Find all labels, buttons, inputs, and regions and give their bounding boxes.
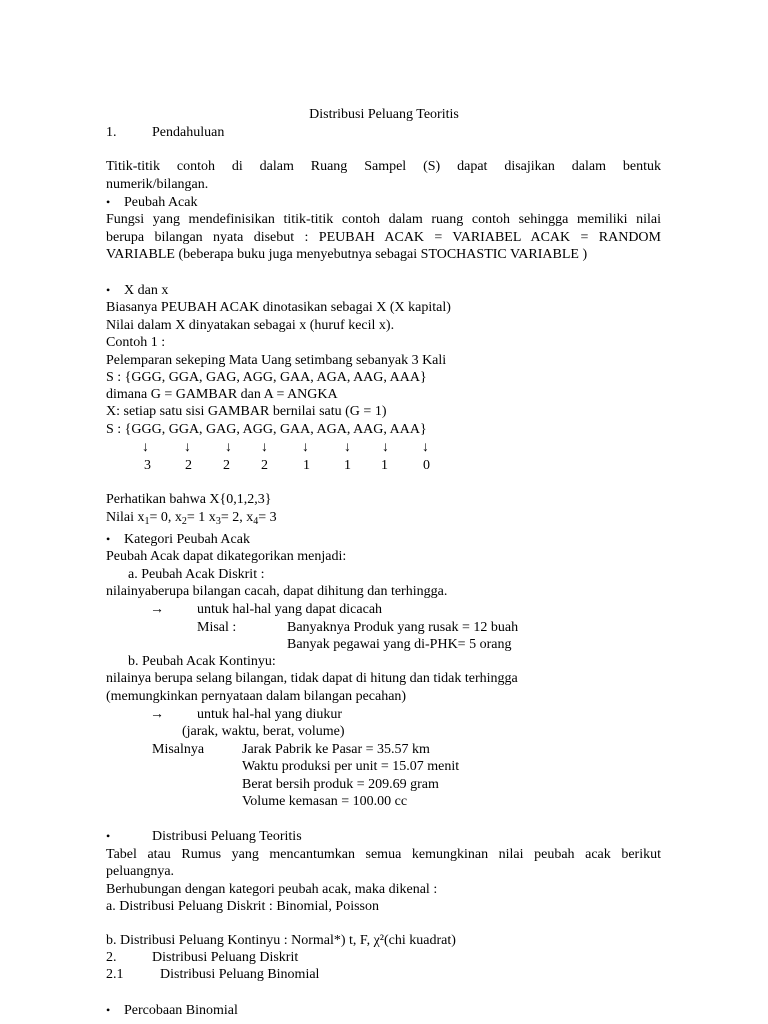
x-value: 3 — [144, 458, 151, 473]
section-2-1-heading: 2.1 Distribusi Peluang Binomial — [106, 967, 320, 982]
paragraph-line: Berhubungan dengan kategori peubah acak, maka dikenal : — [106, 882, 438, 897]
document-page: Distribusi Peluang Teoritis 1. Pendahuluan Titik-titik contoh di dalam Ruang Sampel (S) dapat disajikan dalam bentuk numerik/bilangan. • Peubah Acak Fungsi yang mendefinisikan titik-titik contoh dalam ruang contoh sehingga memiliki nilai berupa bilangan nyata disebut : PEUBAH ACAK = VARIABEL ACAK = RANDOM VARIABLE (beberapa buku juga menyebutnya sebagai STOCHASTIC VARIABLE ) • X dan x Biasanya PEUBAH ACAK dinotasikan sebagai X (X kapital) Nilai dalam X dinyatakan sebagai x (huruf kecil x). Contoh 1 : Pelemparan sekeping Mata Uang setimbang sebanyak 3 Kali S : {GGG, GGA, GAG, AGG, GAA, AGA, AAG, AAA} dimana G = GAMBAR dan A = ANGKA X: setiap satu sisi GAMBAR bernilai satu (G = 1) S : {GGG, GGA, GAG, AGG, GAA, AGA, AAG, AAA} ↓ ↓ ↓ ↓ ↓ ↓ ↓ ↓ 3 2 2 2 1 1 1 0 Perhatikan bahwa X{0,1,2,3} Nilai $x_1= 0$, $x_2= 1$ $x_3= 2$, $x_4= 3$ • Kategori Peubah Acak Peubah Acak dapat dikategorikan menjadi: a. Peubah Acak Diskrit : nilainyaberupa bilangan cacah, dapat dihitung dan terhingga. → untuk hal-hal yang dapat dicacah Misal : Banyaknya Produk yang rusak = 12 buah Banyak pegawai yang di-PHK= 5 orang b. Peubah Acak Kontinyu: nilainya berupa selang bilangan, tidak dapat di hitung dan tidak terhingga (memungkinkan pernyataan dalam bilangan pecahan) → untuk hal-hal yang diukur (jarak, waktu, berat, volume) Misalnya Jarak Pabrik ke Pasar = 35.57 km Waktu produksi per unit = 15.07 menit Berat bersih produk = 209.69 gram Volume kemasan = 100.00 cc • Distribusi Peluang Teoritis Tabel atau Rumus yang mencantumkan semua kemungkinan nilai peubah acak berikut peluangnya. Berhubungan dengan kategori peubah acak, maka dikenal : a. Distribusi Peluang Diskrit : Binomial, Poisson b. Distribusi Peluang Kontinyu : Normal*) t, F, χ²(chi kuadrat) 2. Distribusi Peluang Diskrit 2.1 Distribusi Peluang Binomial • Percobaan Binomial — [0, 0, 768, 1024]
paragraph-line: Tabel atau Rumus yang mencantumkan semua kemungkinan nilai peubah acak berikut — [106, 847, 661, 862]
paragraph-line: Peubah Acak dapat dikategorikan menjadi: — [106, 549, 347, 564]
paragraph-line: X: setiap satu sisi GAMBAR bernilai satu (G = 1) — [106, 404, 387, 419]
bullet-item: • Percobaan Binomial — [106, 1002, 661, 1019]
down-arrow-icon: ↓ — [261, 440, 268, 455]
section-label: Pendahuluan — [152, 125, 225, 140]
paragraph-line: Pelemparan sekeping Mata Uang setimbang sebanyak 3 Kali — [106, 353, 447, 368]
x-value: 2 — [185, 458, 192, 473]
x-value: 2 — [223, 458, 230, 473]
paragraph-line: (memungkinkan pernyataan dalam bilangan pecahan) — [106, 689, 407, 704]
section-2-heading: 2. Distribusi Peluang Diskrit — [106, 950, 299, 965]
paragraph-line: nilainyaberupa bilangan cacah, dapat dihitung dan terhingga. — [106, 584, 448, 599]
down-arrow-icon: ↓ — [225, 440, 232, 455]
paragraph-line: dimana G = GAMBAR dan A = ANGKA — [106, 387, 338, 402]
paragraph-line: Contoh 1 : — [106, 335, 166, 350]
paragraph-line: Berat bersih produk = 209.69 gram — [242, 777, 439, 792]
sample-space-line: S : {GGG, GGA, GAG, AGG, GAA, AGA, AAG, AAA} — [106, 422, 427, 437]
paragraph-line: Volume kemasan = 100.00 cc — [242, 794, 408, 809]
bullet-item: • Kategori Peubah Acak — [106, 531, 661, 548]
subsection-a: a. Peubah Acak Diskrit : — [128, 567, 265, 582]
down-arrow-icon: ↓ — [422, 440, 429, 455]
subsection-b: b. Peubah Acak Kontinyu: — [128, 654, 276, 669]
x-value: 2 — [261, 458, 268, 473]
down-arrow-icon: ↓ — [302, 440, 309, 455]
down-arrow-icon: ↓ — [184, 440, 191, 455]
x-value: 1 — [344, 458, 351, 473]
bullet-item: • Distribusi Peluang Teoritis — [106, 829, 302, 844]
paragraph-line: peluangnya. — [106, 864, 175, 879]
paragraph-line: a. Distribusi Peluang Diskrit : Binomial, Poisson — [106, 899, 380, 914]
x-value: 1 — [303, 458, 310, 473]
right-arrow-icon: → — [150, 602, 164, 617]
right-arrow-icon: → — [150, 707, 164, 722]
paragraph-line: Waktu produksi per unit = 15.07 menit — [242, 759, 460, 774]
x-value: 0 — [423, 458, 430, 473]
page-title: Distribusi Peluang Teoritis — [309, 107, 459, 122]
down-arrow-icon: ↓ — [344, 440, 351, 455]
nilai-line: Nilai $x_1= 0$, $x_2= 1$ $x_3= 2$, $x_4= 3$ — [106, 510, 277, 527]
down-arrow-icon: ↓ — [382, 440, 389, 455]
paragraph-line: Nilai dalam X dinyatakan sebagai x (huruf kecil x). — [106, 318, 395, 333]
bullet-item: • X dan x — [106, 282, 661, 299]
section-1-heading — [106, 124, 661, 141]
section-number: 1. — [106, 125, 117, 140]
paragraph-line: Titik-titik contoh di dalam Ruang Sampel (S) dapat disajikan dalam bentuk — [106, 159, 661, 174]
paragraph-line: berupa bilangan nyata disebut : PEUBAH ACAK = VARIABEL ACAK = RANDOM — [106, 230, 661, 245]
x-value: 1 — [381, 458, 388, 473]
paragraph-line: b. Distribusi Peluang Kontinyu : Normal*) t, F, χ²(chi kuadrat) — [106, 933, 456, 948]
paragraph-line: nilainya berupa selang bilangan, tidak dapat di hitung dan tidak terhingga — [106, 671, 518, 686]
paragraph-line: VARIABLE (beberapa buku juga menyebutnya sebagai STOCHASTIC VARIABLE ) — [106, 247, 588, 262]
paragraph-line: numerik/bilangan. — [106, 177, 209, 192]
paragraph-line: Perhatikan bahwa X{0,1,2,3} — [106, 492, 272, 507]
sample-space-line: S : {GGG, GGA, GAG, AGG, GAA, AGA, AAG, AAA} — [106, 370, 427, 385]
paragraph-line: (jarak, waktu, berat, volume) — [182, 724, 345, 739]
paragraph-line: Biasanya PEUBAH ACAK dinotasikan sebagai X (X kapital) — [106, 300, 451, 315]
down-arrow-icon: ↓ — [142, 440, 149, 455]
paragraph-line: Fungsi yang mendefinisikan titik-titik contoh dalam ruang contoh sehingga memiliki nilai — [106, 212, 661, 227]
bullet-item: • Peubah Acak — [106, 194, 661, 211]
